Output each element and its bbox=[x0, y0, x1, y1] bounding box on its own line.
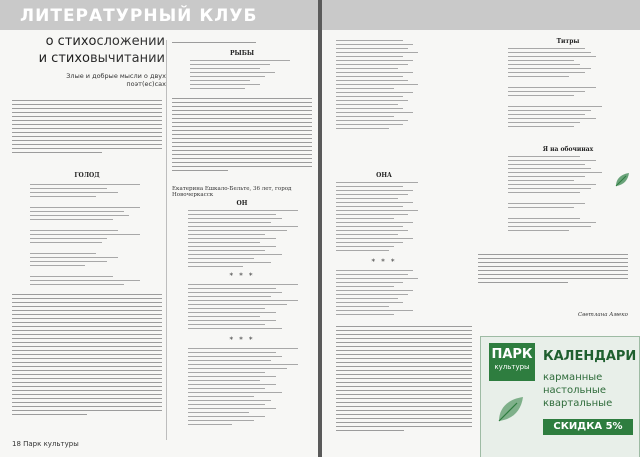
poem-title-golod: ГОЛОД bbox=[74, 172, 100, 179]
critique-text-right bbox=[478, 254, 628, 286]
headline-prefix-2: и стихо bbox=[38, 51, 90, 66]
article-headline bbox=[15, 33, 165, 67]
section-stars-2: * * * bbox=[229, 336, 255, 344]
headline-emphasis-1: сложении bbox=[96, 34, 165, 49]
section-title: ЛИТЕРАТУРНЫЙ КЛУБ bbox=[20, 6, 258, 26]
park-logo bbox=[489, 343, 535, 381]
intro-text-column bbox=[12, 100, 162, 156]
essay-text-column bbox=[12, 294, 162, 418]
poem-title-ryby: РЫБЫ bbox=[229, 50, 255, 57]
poem-title-obochiny: Я на обочинах bbox=[542, 146, 594, 153]
poem-stanza-text-2 bbox=[188, 348, 298, 428]
section-stars-right: * * * bbox=[371, 258, 397, 266]
leaf-icon bbox=[612, 170, 632, 190]
left-page bbox=[0, 0, 318, 457]
logo-line-1: ПАРК bbox=[491, 347, 533, 362]
poem-title-ona: ОНА bbox=[376, 172, 392, 179]
poem-ona-text bbox=[336, 182, 432, 254]
section-stars: * * * bbox=[229, 272, 255, 280]
leaf-icon bbox=[493, 393, 527, 427]
poem-right-col1 bbox=[336, 40, 432, 132]
ad-list bbox=[543, 371, 612, 410]
ad-line-1: карманные bbox=[543, 372, 603, 383]
logo-line-2: культуры bbox=[494, 363, 530, 371]
headline-prefix-1: о стихо bbox=[45, 34, 97, 49]
poem-title-titry: Титры bbox=[556, 38, 580, 45]
author-signature-left: Екатерина Ешкало-Бельтe, 36 лет, город Новочеркасск bbox=[172, 186, 292, 198]
poem-on-text bbox=[188, 210, 298, 270]
column-divider bbox=[166, 40, 167, 440]
poem-title-on: ОН bbox=[236, 200, 248, 207]
discount-badge: СКИДКА 5% bbox=[543, 419, 633, 435]
critique-text bbox=[172, 98, 312, 174]
poem-titry-text bbox=[508, 48, 618, 130]
poem-ryby-text bbox=[190, 60, 290, 92]
column-text-top bbox=[172, 42, 312, 46]
essay-text-right bbox=[336, 326, 472, 434]
poem-stanza-text bbox=[188, 284, 298, 332]
right-page bbox=[322, 0, 640, 457]
poem-obochiny-text bbox=[508, 156, 618, 234]
advertisement-block bbox=[480, 336, 640, 457]
page-folio-left: 18 Парк культуры bbox=[12, 440, 79, 448]
ad-line-2: настольные bbox=[543, 385, 606, 396]
section-band-right bbox=[322, 0, 640, 30]
ad-heading: КАЛЕНДАРИ bbox=[543, 349, 637, 364]
poem-right-stanza bbox=[336, 270, 432, 318]
article-subhead: Злые и добрые мысли о двух поэт(ес)сах bbox=[66, 72, 166, 88]
headline-emphasis-2: вычитании bbox=[90, 51, 165, 66]
author-name-right: Светлана Амеко bbox=[578, 312, 628, 318]
poem-golod-text bbox=[30, 184, 140, 288]
ad-line-3: квартальные bbox=[543, 398, 613, 409]
